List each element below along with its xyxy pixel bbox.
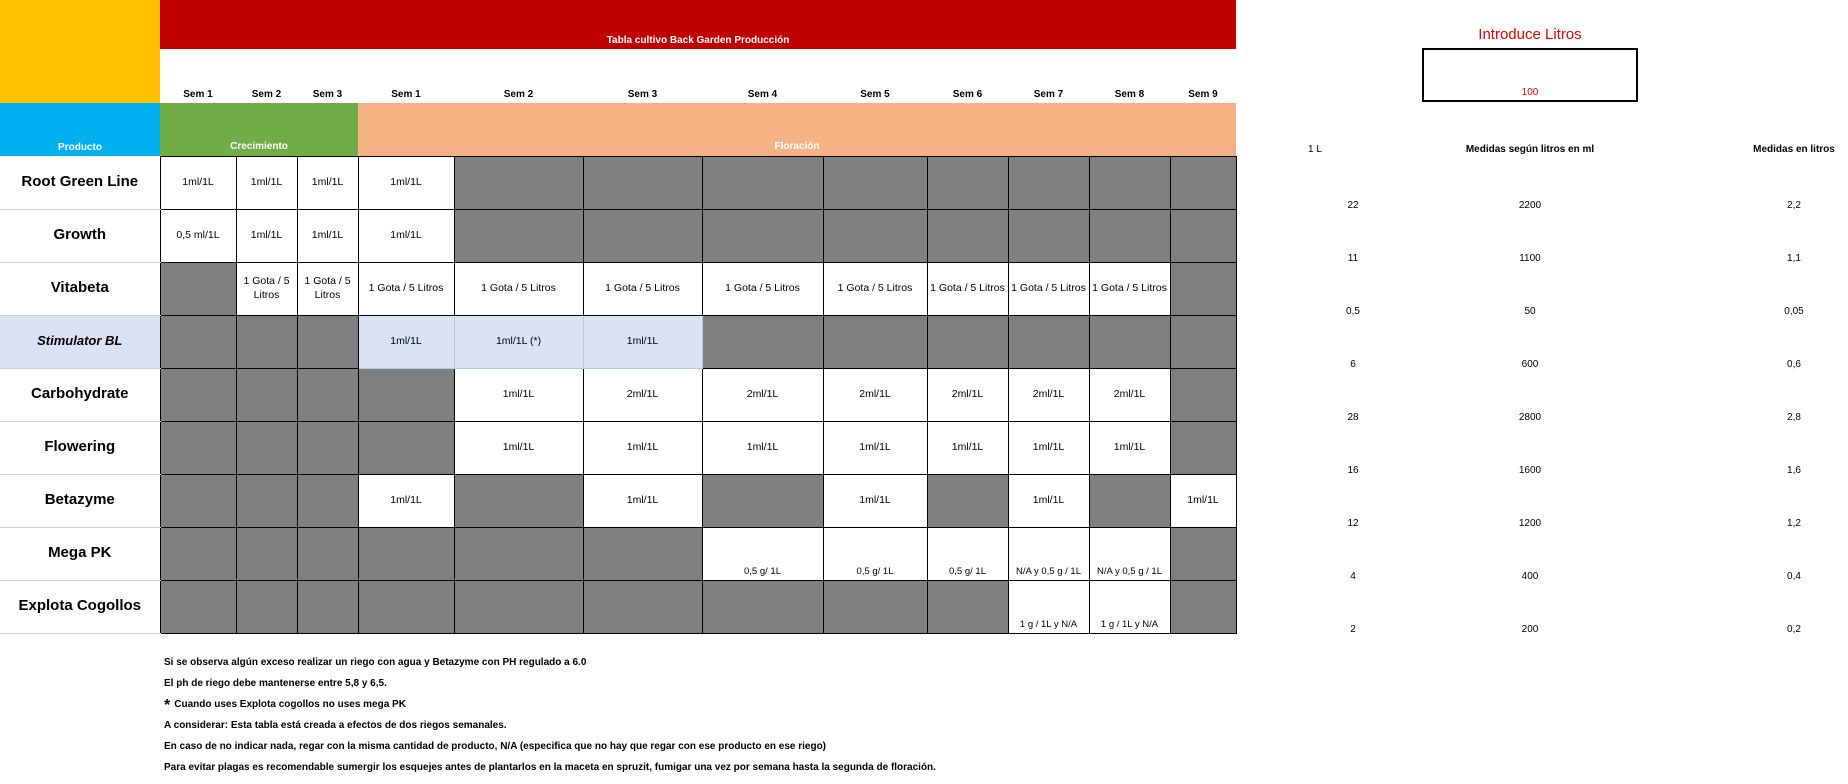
dose-cell[interactable]: 1ml/1L bbox=[358, 209, 454, 262]
calc-value-cell[interactable]: 0,6 bbox=[1787, 359, 1801, 370]
not-applicable-cell[interactable] bbox=[297, 368, 358, 421]
dose-cell[interactable]: 2ml/1L bbox=[927, 368, 1008, 421]
dose-cell[interactable]: 1ml/1L bbox=[823, 421, 927, 474]
not-applicable-cell[interactable] bbox=[454, 156, 583, 209]
not-applicable-cell[interactable] bbox=[236, 474, 297, 527]
not-applicable-cell[interactable] bbox=[702, 156, 823, 209]
dose-cell[interactable]: 1ml/1L bbox=[160, 156, 236, 209]
dose-cell[interactable]: 1ml/1L bbox=[583, 421, 702, 474]
notes-section bbox=[164, 652, 936, 778]
not-applicable-cell[interactable] bbox=[927, 156, 1008, 209]
dose-cell[interactable]: 2ml/1L bbox=[1008, 368, 1089, 421]
not-applicable-cell[interactable] bbox=[702, 315, 823, 368]
calc-value-cell[interactable]: 2200 bbox=[1518, 200, 1542, 211]
not-applicable-cell[interactable] bbox=[160, 368, 236, 421]
dose-cell[interactable]: 1ml/1L bbox=[1008, 421, 1089, 474]
table-row bbox=[0, 262, 1236, 315]
week-header-2[interactable]: Sem 2 bbox=[251, 88, 282, 100]
dose-cell[interactable]: 1 Gota / 5 Litros bbox=[236, 262, 297, 315]
dose-cell[interactable]: 2ml/1L bbox=[702, 368, 823, 421]
dose-cell[interactable]: 1 Gota / 5 Litros bbox=[1089, 262, 1170, 315]
not-applicable-cell[interactable] bbox=[583, 209, 702, 262]
not-applicable-cell[interactable] bbox=[927, 474, 1008, 527]
not-applicable-cell[interactable] bbox=[358, 421, 454, 474]
not-applicable-cell[interactable] bbox=[927, 209, 1008, 262]
calc-value-cell[interactable]: 0,4 bbox=[1787, 571, 1801, 582]
table-row bbox=[0, 156, 1236, 209]
calc-value-cell[interactable]: 1100 bbox=[1519, 253, 1541, 264]
note-6: Para evitar plagas es recomendable sumergir los esquejes antes de plantarlos en la maceta en spruzit, fumigar una vez por semana hasta la segunda de floración. bbox=[164, 762, 936, 773]
week-header-5[interactable]: Sem 2 bbox=[503, 88, 534, 100]
dose-cell[interactable]: 1 Gota / 5 Litros bbox=[297, 262, 358, 315]
not-applicable-cell[interactable] bbox=[1089, 156, 1170, 209]
not-applicable-cell[interactable] bbox=[1008, 209, 1089, 262]
dose-cell[interactable]: 1ml/1L bbox=[358, 315, 454, 368]
dose-cell[interactable]: 1 Gota / 5 Litros bbox=[1008, 262, 1089, 315]
product-name-cell[interactable]: Growth bbox=[0, 209, 160, 262]
not-applicable-cell[interactable] bbox=[454, 580, 583, 633]
not-applicable-cell[interactable] bbox=[358, 368, 454, 421]
calc-value-cell[interactable]: 2,2 bbox=[1787, 200, 1801, 211]
calc-value-cell[interactable]: 28 bbox=[1347, 412, 1359, 423]
table-title[interactable]: Tabla cultivo Back Garden Producción bbox=[160, 0, 1236, 49]
phase-flowering-header[interactable]: Floración bbox=[358, 103, 1236, 156]
product-name-cell[interactable]: Stimulator BL bbox=[0, 315, 160, 368]
not-applicable-cell[interactable] bbox=[823, 156, 927, 209]
not-applicable-cell[interactable] bbox=[160, 527, 236, 580]
dose-cell[interactable]: N/A y 0,5 g / 1L bbox=[1089, 527, 1170, 580]
calc-value-cell[interactable]: 0,5 bbox=[1346, 306, 1360, 317]
calc-value-cell[interactable]: 12 bbox=[1347, 518, 1359, 529]
dose-cell[interactable]: 0,5 g/ 1L bbox=[927, 527, 1008, 580]
not-applicable-cell[interactable] bbox=[297, 421, 358, 474]
product-name-cell[interactable]: Explota Cogollos bbox=[0, 580, 160, 633]
note-3 bbox=[164, 694, 936, 715]
week-header-1[interactable]: Sem 1 bbox=[183, 88, 213, 100]
not-applicable-cell[interactable] bbox=[823, 209, 927, 262]
liters-input-title: Introduce Litros bbox=[1478, 26, 1582, 43]
dose-cell[interactable]: 1ml/1L bbox=[583, 315, 702, 368]
asterisk-icon: * bbox=[164, 697, 171, 714]
liters-input-value: 100 bbox=[1521, 87, 1539, 98]
dose-cell[interactable]: 1ml/1L bbox=[297, 209, 358, 262]
dose-cell[interactable]: 1 Gota / 5 Litros bbox=[358, 262, 454, 315]
week-header-10[interactable]: Sem 7 bbox=[1033, 88, 1064, 100]
calc-col1-header: 1 L bbox=[1308, 144, 1322, 155]
phase-growth-header[interactable]: Crecimiento bbox=[160, 103, 358, 156]
not-applicable-cell[interactable] bbox=[583, 527, 702, 580]
table-row bbox=[0, 580, 1236, 633]
not-applicable-cell[interactable] bbox=[297, 527, 358, 580]
calc-value-cell[interactable]: 4 bbox=[1350, 571, 1356, 582]
calc-value-cell[interactable]: 200 bbox=[1521, 624, 1539, 635]
weeks-header-row bbox=[0, 49, 1236, 103]
not-applicable-cell[interactable] bbox=[1008, 315, 1089, 368]
product-header[interactable]: Producto bbox=[0, 103, 160, 156]
not-applicable-cell[interactable] bbox=[297, 315, 358, 368]
not-applicable-cell[interactable] bbox=[454, 527, 583, 580]
not-applicable-cell[interactable] bbox=[1170, 527, 1236, 580]
week-header-12[interactable]: Sem 9 bbox=[1188, 88, 1218, 100]
not-applicable-cell[interactable] bbox=[1089, 209, 1170, 262]
dose-cell[interactable]: 1ml/1L bbox=[358, 474, 454, 527]
calc-value-cell[interactable]: 2,8 bbox=[1787, 412, 1801, 423]
not-applicable-cell[interactable] bbox=[1089, 474, 1170, 527]
not-applicable-cell[interactable] bbox=[236, 421, 297, 474]
dose-cell[interactable]: 1 g / 1L y N/A bbox=[1089, 580, 1170, 633]
not-applicable-cell[interactable] bbox=[702, 580, 823, 633]
table-row bbox=[0, 315, 1236, 368]
not-applicable-cell[interactable] bbox=[454, 474, 583, 527]
not-applicable-cell[interactable] bbox=[297, 474, 358, 527]
dose-cell[interactable]: 1ml/1L bbox=[583, 474, 702, 527]
calc-value-cell[interactable]: 400 bbox=[1521, 571, 1539, 582]
not-applicable-cell[interactable] bbox=[358, 580, 454, 633]
note-2: El ph de riego debe mantenerse entre 5,8 y 6,5. bbox=[164, 678, 387, 689]
calc-value-cell[interactable]: 1,1 bbox=[1787, 253, 1801, 264]
dose-cell[interactable]: 1ml/1L bbox=[358, 156, 454, 209]
week-header-6[interactable]: Sem 3 bbox=[627, 88, 658, 100]
dose-cell[interactable]: 1ml/1L bbox=[1170, 474, 1236, 527]
not-applicable-cell[interactable] bbox=[702, 209, 823, 262]
not-applicable-cell[interactable] bbox=[160, 580, 236, 633]
not-applicable-cell[interactable] bbox=[927, 580, 1008, 633]
week-header-7[interactable]: Sem 4 bbox=[747, 88, 778, 100]
not-applicable-cell[interactable] bbox=[160, 315, 236, 368]
calc-value-cell[interactable]: 1600 bbox=[1518, 465, 1542, 476]
product-name-cell[interactable]: Root Green Line bbox=[0, 156, 160, 209]
dose-cell[interactable]: N/A y 0,5 g / 1L bbox=[1008, 527, 1089, 580]
dose-cell[interactable]: 1 Gota / 5 Litros bbox=[702, 262, 823, 315]
not-applicable-cell[interactable] bbox=[236, 527, 297, 580]
week-header-8[interactable]: Sem 5 bbox=[860, 88, 890, 100]
dose-cell[interactable]: 1 Gota / 5 Litros bbox=[927, 262, 1008, 315]
calc-value-cell[interactable]: 1,2 bbox=[1787, 518, 1801, 529]
dose-cell[interactable]: 1ml/1L bbox=[927, 421, 1008, 474]
dose-cell[interactable]: 0,5 g/ 1L bbox=[823, 527, 927, 580]
note-3-text: Cuando uses Explota cogollos no uses mega PK bbox=[174, 699, 406, 710]
note-1: Si se observa algún exceso realizar un riego con agua y Betazyme con PH regulado a 6.0 bbox=[164, 657, 587, 668]
not-applicable-cell[interactable] bbox=[297, 580, 358, 633]
corner-cell[interactable] bbox=[0, 0, 160, 103]
not-applicable-cell[interactable] bbox=[702, 474, 823, 527]
note-4: A considerar: Esta tabla está creada a efectos de dos riegos semanales. bbox=[164, 720, 507, 731]
not-applicable-cell[interactable] bbox=[1170, 315, 1236, 368]
not-applicable-cell[interactable] bbox=[160, 474, 236, 527]
week-header-4[interactable]: Sem 1 bbox=[391, 88, 421, 100]
not-applicable-cell[interactable] bbox=[160, 262, 236, 315]
week-header-9[interactable]: Sem 6 bbox=[952, 88, 983, 100]
product-name-cell[interactable]: Vitabeta bbox=[0, 262, 160, 315]
not-applicable-cell[interactable] bbox=[1008, 156, 1089, 209]
not-applicable-cell[interactable] bbox=[1170, 580, 1236, 633]
not-applicable-cell[interactable] bbox=[160, 421, 236, 474]
product-name-cell[interactable]: Carbohydrate bbox=[0, 368, 160, 421]
not-applicable-cell[interactable] bbox=[1170, 421, 1236, 474]
calc-value-cell[interactable]: 1,6 bbox=[1787, 465, 1801, 476]
dose-cell[interactable]: 1 Gota / 5 Litros bbox=[583, 262, 702, 315]
not-applicable-cell[interactable] bbox=[583, 156, 702, 209]
table-row bbox=[0, 368, 1236, 421]
dose-cell[interactable]: 1ml/1L bbox=[297, 156, 358, 209]
dose-cell[interactable]: 1ml/1L bbox=[702, 421, 823, 474]
calc-value-cell[interactable]: 1200 bbox=[1518, 518, 1542, 529]
calc-value-cell[interactable]: 22 bbox=[1347, 200, 1359, 211]
dose-cell[interactable]: 1ml/1L bbox=[454, 368, 583, 421]
not-applicable-cell[interactable] bbox=[454, 209, 583, 262]
dose-cell[interactable]: 1ml/1L bbox=[1089, 421, 1170, 474]
product-name-cell[interactable]: Flowering bbox=[0, 421, 160, 474]
calc-value-cell[interactable]: 50 bbox=[1524, 306, 1536, 317]
calc-value-cell[interactable]: 2 bbox=[1350, 624, 1356, 635]
calc-value-cell[interactable]: 2800 bbox=[1518, 412, 1542, 423]
liters-input-cell[interactable] bbox=[1422, 48, 1638, 102]
dose-cell[interactable]: 1ml/1L bbox=[1008, 474, 1089, 527]
product-name-cell[interactable]: Betazyme bbox=[0, 474, 160, 527]
dose-cell[interactable]: 1ml/1L bbox=[236, 156, 297, 209]
table-row bbox=[0, 527, 1236, 580]
table-row bbox=[0, 209, 1236, 262]
calc-col2-header: Medidas según litros en ml bbox=[1465, 144, 1595, 155]
not-applicable-cell[interactable] bbox=[236, 315, 297, 368]
not-applicable-cell[interactable] bbox=[236, 580, 297, 633]
week-header-11[interactable]: Sem 8 bbox=[1114, 88, 1145, 100]
dose-cell[interactable]: 0,5 g/ 1L bbox=[702, 527, 823, 580]
not-applicable-cell[interactable] bbox=[1170, 262, 1236, 315]
week-header-3[interactable]: Sem 3 bbox=[312, 88, 343, 100]
not-applicable-cell[interactable] bbox=[583, 580, 702, 633]
not-applicable-cell[interactable] bbox=[1170, 368, 1236, 421]
table-row bbox=[0, 474, 1236, 527]
calc-value-cell[interactable]: 600 bbox=[1521, 359, 1539, 370]
not-applicable-cell[interactable] bbox=[927, 315, 1008, 368]
not-applicable-cell[interactable] bbox=[823, 580, 927, 633]
dose-cell[interactable]: 2ml/1L bbox=[1089, 368, 1170, 421]
dose-cell[interactable]: 0,5 ml/1L bbox=[160, 209, 236, 262]
dose-cell[interactable]: 1 g / 1L y N/A bbox=[1008, 580, 1089, 633]
calc-value-cell[interactable]: 0,2 bbox=[1787, 624, 1801, 635]
not-applicable-cell[interactable] bbox=[1170, 156, 1236, 209]
not-applicable-cell[interactable] bbox=[1089, 315, 1170, 368]
not-applicable-cell[interactable] bbox=[236, 368, 297, 421]
table-row bbox=[0, 421, 1236, 474]
dose-cell[interactable]: 1ml/1L (*) bbox=[454, 315, 583, 368]
calc-value-cell[interactable]: 11 bbox=[1347, 253, 1359, 264]
dose-cell[interactable]: 1 Gota / 5 Litros bbox=[823, 262, 927, 315]
calc-value-cell[interactable]: 0,05 bbox=[1784, 306, 1804, 317]
dose-cell[interactable]: 2ml/1L bbox=[823, 368, 927, 421]
not-applicable-cell[interactable] bbox=[1170, 209, 1236, 262]
calc-value-cell[interactable]: 6 bbox=[1350, 359, 1356, 370]
dose-cell[interactable]: 1ml/1L bbox=[236, 209, 297, 262]
dose-cell[interactable]: 2ml/1L bbox=[583, 368, 702, 421]
not-applicable-cell[interactable] bbox=[823, 315, 927, 368]
dose-cell[interactable]: 1ml/1L bbox=[823, 474, 927, 527]
product-name-cell[interactable]: Mega PK bbox=[0, 527, 160, 580]
dose-cell[interactable]: 1 Gota / 5 Litros bbox=[454, 262, 583, 315]
calc-col3-header: Medidas en litros bbox=[1753, 144, 1835, 155]
calc-value-cell[interactable]: 16 bbox=[1347, 465, 1359, 476]
not-applicable-cell[interactable] bbox=[358, 527, 454, 580]
note-5: En caso de no indicar nada, regar con la misma cantidad de producto, N/A (especifica que no hay que regar con ese producto en ese riego) bbox=[164, 741, 827, 752]
dose-cell[interactable]: 1ml/1L bbox=[454, 421, 583, 474]
